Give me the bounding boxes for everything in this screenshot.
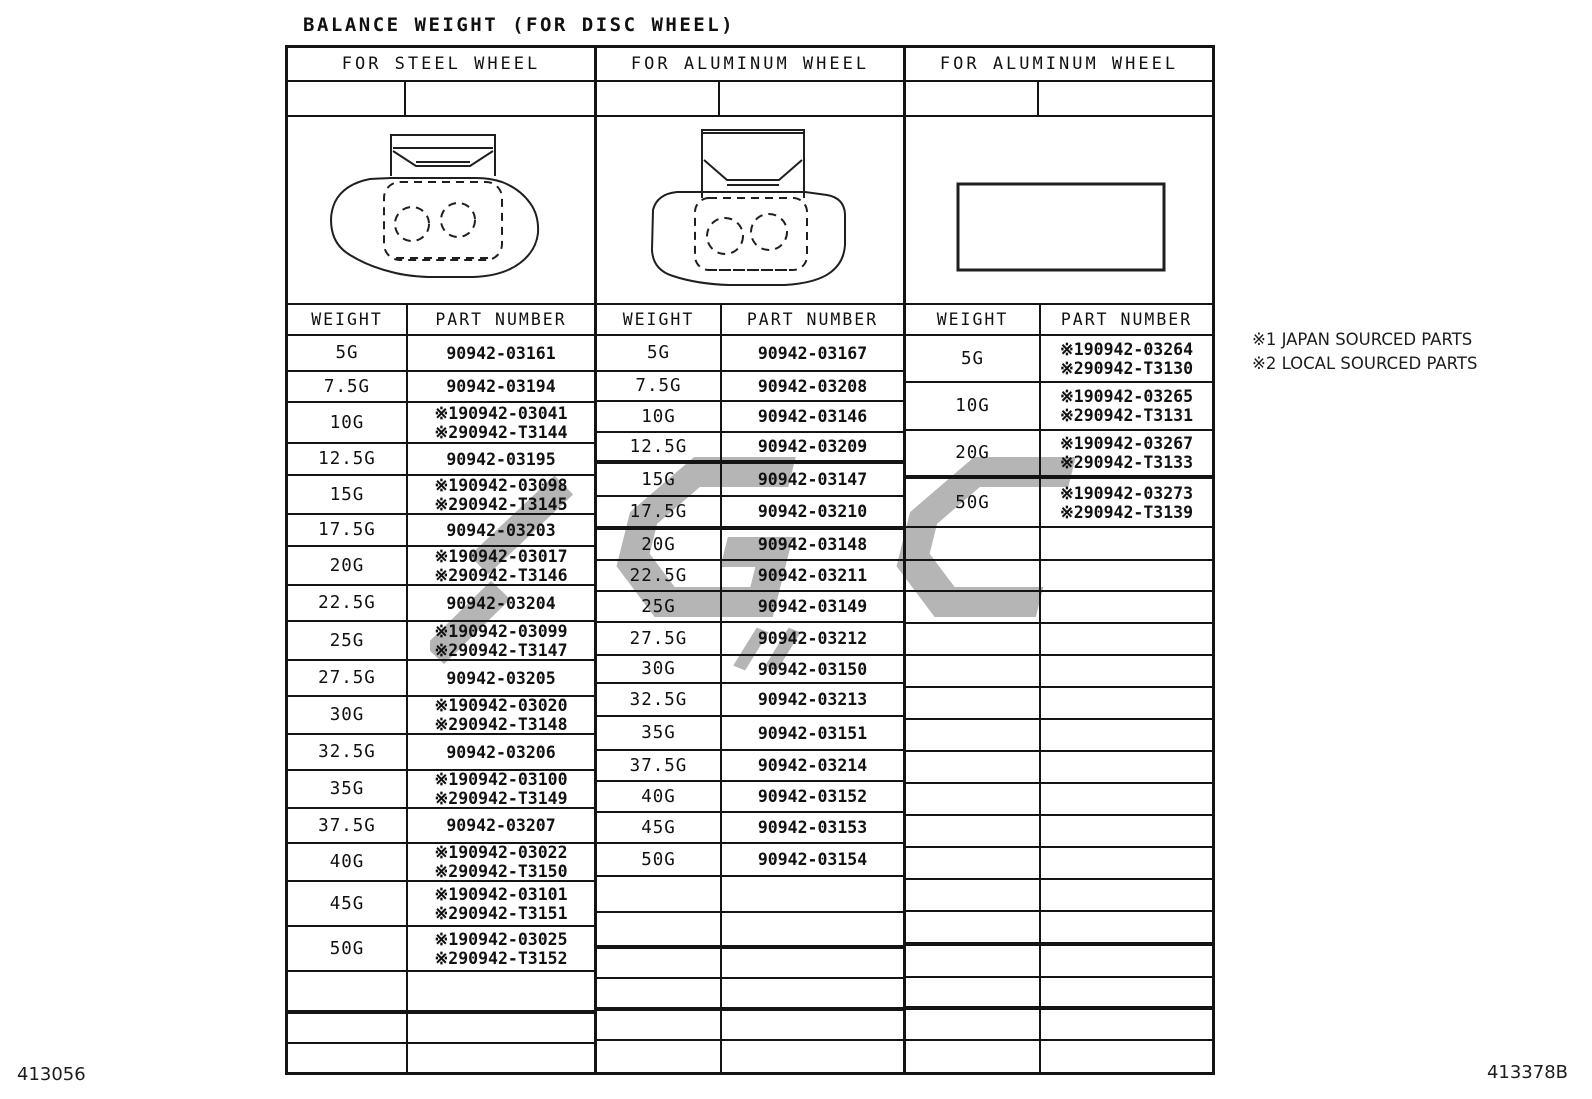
part-number-cell (720, 592, 903, 621)
weight-cell: 17.5G (318, 520, 376, 540)
part-number-cell (720, 336, 903, 370)
part-number: ※290942-T3145 (434, 494, 568, 514)
part-number: ※290942-T3133 (1059, 453, 1194, 472)
part-number-cell (1039, 848, 1212, 878)
weight-cell: 10G (955, 396, 990, 416)
part-number-cell (720, 979, 903, 1007)
part-number-column-header: PART NUMBER (406, 305, 594, 334)
part-number: ※190942-03099 (434, 621, 568, 641)
part-number: ※290942-T3150 (434, 862, 568, 881)
part-number-cell (406, 972, 594, 1010)
table-row (597, 372, 903, 402)
part-number-cell (1039, 688, 1212, 718)
part-number-cell (720, 684, 903, 715)
weight-cell: 32.5G (318, 742, 376, 762)
weight-cell (597, 877, 720, 911)
part-number-cell (720, 782, 903, 811)
part-number-cell (1039, 561, 1212, 590)
part-number-cell (406, 515, 594, 545)
part-number: 90942-03212 (757, 629, 868, 648)
weight-cell (906, 816, 1039, 846)
table-row (288, 927, 594, 972)
table-body (906, 336, 1212, 1072)
part-number-cell (720, 1041, 903, 1072)
part-number-cell (1039, 946, 1212, 976)
table-row (288, 372, 594, 403)
part-number-cell (1039, 720, 1212, 750)
part-number: 90942-03210 (757, 502, 868, 521)
weight-cell (906, 880, 1039, 910)
table-row (597, 656, 903, 684)
part-number-cell (406, 697, 594, 733)
table-row-empty (906, 528, 1212, 561)
weight-cell: 25G (329, 630, 365, 651)
part-number-cell (720, 813, 903, 842)
table-row (288, 586, 594, 622)
part-number: ※190942-03265 (1059, 387, 1194, 406)
table-row-empty (288, 1044, 594, 1072)
weight-cell: 50G (955, 492, 990, 513)
part-number: 90942-03153 (757, 818, 868, 837)
part-number-cell (406, 622, 594, 659)
part-number-cell (720, 433, 903, 460)
table-body (288, 336, 594, 1072)
table-title: FOR ALUMINUM WHEEL (597, 48, 903, 82)
weight-cell: 32.5G (629, 689, 688, 710)
part-number: 90942-03194 (446, 377, 556, 396)
part-number: ※290942-T3130 (1059, 358, 1194, 378)
part-number-cell (406, 809, 594, 842)
table-row-empty (597, 949, 903, 979)
table-row (597, 561, 903, 592)
part-number-cell (1039, 1041, 1212, 1072)
part-number-cell (1039, 479, 1212, 526)
table-row (597, 782, 903, 813)
weight-cell (597, 949, 720, 977)
weight-cell: 50G (329, 938, 365, 959)
table-row (597, 717, 903, 751)
table-row (597, 464, 903, 497)
weight-cell: 40G (329, 852, 365, 872)
weight-cell: 15G (329, 484, 365, 505)
part-number-cell (1039, 752, 1212, 782)
weight-cell: 35G (329, 779, 365, 799)
part-number-cell (1039, 656, 1212, 686)
part-number-cell (406, 771, 594, 807)
part-number: 90942-03207 (446, 816, 556, 835)
part-number: 90942-03147 (757, 470, 868, 489)
part-number-cell (720, 751, 903, 780)
weight-cell: 25G (641, 596, 676, 617)
part-number-cell (1039, 624, 1212, 654)
weight-cell: 40G (641, 786, 676, 807)
table-row (906, 431, 1212, 479)
part-number-cell (720, 717, 903, 749)
table-row (597, 751, 903, 782)
part-number: 90942-03213 (757, 690, 868, 709)
part-number-cell (406, 336, 594, 370)
weight-cell: 20G (329, 555, 365, 576)
table-aluminum-wheel-1 (594, 48, 903, 1072)
part-number: ※190942-03273 (1059, 483, 1194, 503)
table-row (288, 697, 594, 735)
figure-number-right: 413378B (1486, 1062, 1568, 1083)
part-number: 90942-03209 (757, 437, 868, 456)
part-number: ※190942-03101 (434, 884, 568, 904)
part-number: 90942-03203 (446, 520, 556, 540)
weight-cell (906, 946, 1039, 976)
table-row-empty (906, 561, 1212, 592)
part-number: ※190942-03017 (434, 546, 568, 566)
stick-on-balance-weight-drawing (906, 117, 1212, 305)
part-number: 90942-03161 (446, 343, 556, 363)
part-number-cell (1039, 383, 1212, 429)
weight-column-header: WEIGHT (936, 310, 1009, 329)
table-row-empty (906, 656, 1212, 688)
weight-cell: 7.5G (323, 376, 371, 397)
part-number: 90942-03154 (757, 850, 868, 869)
table-row-empty (906, 624, 1212, 656)
part-number-cell (1039, 912, 1212, 942)
weight-cell (906, 1041, 1039, 1072)
part-number-cell (406, 476, 594, 513)
part-number: 90942-03206 (446, 742, 556, 762)
weight-cell (906, 848, 1039, 878)
part-number: ※290942-T3149 (434, 789, 568, 808)
weight-cell: 27.5G (629, 628, 688, 649)
part-number-cell (720, 877, 903, 911)
part-number-cell (406, 1044, 594, 1072)
part-number-cell (720, 372, 903, 400)
table-row (288, 476, 594, 515)
table-row-empty (906, 912, 1212, 946)
weight-cell (906, 784, 1039, 814)
clip-on-balance-weight-drawing (288, 117, 594, 305)
weight-cell (906, 752, 1039, 782)
part-number-cell (720, 402, 903, 431)
part-number-cell (1039, 431, 1212, 475)
part-number: 90942-03146 (757, 407, 868, 426)
weight-cell: 22.5G (629, 565, 688, 586)
table-row-empty (288, 1014, 594, 1044)
table-row (597, 336, 903, 372)
part-number-cell (720, 1011, 903, 1039)
weight-cell (906, 592, 1039, 622)
table-row (288, 882, 594, 927)
part-number: ※190942-03098 (434, 475, 568, 495)
part-number: 90942-03205 (446, 668, 556, 688)
part-number: ※190942-03041 (434, 403, 568, 423)
weight-cell: 5G (646, 343, 671, 363)
part-number: ※190942-03020 (434, 696, 568, 715)
weight-cell: 37.5G (318, 815, 376, 836)
weight-cell: 15G (641, 469, 676, 490)
weight-cell: 27.5G (318, 668, 376, 688)
balance-weight-tables (285, 45, 1215, 1075)
part-number: ※290942-T3131 (1059, 406, 1194, 425)
weight-cell (288, 1044, 406, 1072)
part-number: ※290942-T3148 (434, 715, 568, 734)
weight-cell (906, 561, 1039, 590)
part-number-cell (1039, 1010, 1212, 1039)
weight-cell (906, 978, 1039, 1006)
subheader-divider (597, 82, 720, 115)
part-number-cell (406, 586, 594, 620)
table-row (288, 844, 594, 882)
table-row (288, 444, 594, 476)
table-row (288, 622, 594, 661)
part-number-cell (406, 735, 594, 769)
part-number-cell (406, 927, 594, 970)
table-row-empty (906, 1041, 1212, 1072)
part-number: ※190942-03025 (434, 929, 568, 949)
part-number-cell (720, 530, 903, 559)
table-row-empty (906, 1010, 1212, 1041)
part-number: 90942-03204 (446, 593, 556, 613)
weight-cell (906, 1010, 1039, 1039)
part-number: ※190942-03264 (1059, 339, 1194, 359)
weight-column-header: WEIGHT (311, 310, 383, 329)
part-number-cell (720, 913, 903, 945)
legend-japan-sourced: ※1 JAPAN SOURCED PARTS (1252, 330, 1473, 349)
table-row (288, 336, 594, 372)
table-header-row (288, 305, 594, 336)
weight-cell: 5G (960, 348, 985, 369)
part-number: ※190942-03267 (1059, 434, 1194, 453)
part-number-cell (406, 444, 594, 474)
part-number: 90942-03211 (757, 566, 868, 585)
part-number-cell (406, 661, 594, 695)
part-number: ※190942-03022 (434, 843, 568, 862)
weight-cell (597, 1041, 720, 1072)
clip-on-balance-weight-tall-clip-drawing (597, 117, 903, 305)
table-row (288, 547, 594, 586)
part-number: 90942-03214 (757, 756, 868, 775)
weight-cell (597, 1011, 720, 1039)
weight-cell: 5G (335, 343, 359, 363)
part-number-cell (720, 623, 903, 654)
part-number: 90942-03167 (757, 343, 868, 363)
page-title: BALANCE WEIGHT (FOR DISC WHEEL) (303, 14, 736, 36)
part-number: 90942-03195 (446, 449, 556, 469)
table-row (597, 530, 903, 561)
table-row-empty (597, 1011, 903, 1041)
part-number: 90942-03149 (757, 597, 868, 616)
table-row-empty (906, 752, 1212, 784)
table-row (597, 402, 903, 433)
part-number: ※290942-T3147 (434, 640, 568, 660)
table-row-empty (906, 720, 1212, 752)
part-number-cell (1039, 592, 1212, 622)
weight-cell (597, 979, 720, 1007)
weight-cell (906, 528, 1039, 559)
part-number-cell (720, 561, 903, 590)
table-subheader-row (906, 82, 1212, 117)
table-row (288, 771, 594, 809)
table-row-empty (906, 688, 1212, 720)
part-number-cell (406, 882, 594, 925)
weight-cell: 45G (329, 893, 365, 914)
part-number-column-header: PART NUMBER (1039, 305, 1212, 334)
weight-cell: 20G (641, 534, 676, 555)
weight-cell (906, 912, 1039, 942)
weight-cell (906, 656, 1039, 686)
table-row-empty (906, 848, 1212, 880)
weight-cell: 12.5G (318, 449, 376, 469)
part-number-cell (720, 949, 903, 977)
table-steel-wheel (288, 48, 594, 1072)
weight-cell: 10G (641, 406, 676, 427)
part-number-cell (1039, 816, 1212, 846)
weight-cell: 7.5G (635, 376, 682, 396)
part-number-cell (1039, 978, 1212, 1006)
weight-cell: 22.5G (318, 593, 376, 613)
table-row (906, 479, 1212, 528)
part-number-cell (406, 372, 594, 401)
table-row-empty (288, 972, 594, 1014)
part-number: 90942-03150 (757, 659, 868, 679)
table-subheader-row (288, 82, 594, 117)
table-row-empty (906, 946, 1212, 978)
subheader-divider (288, 82, 406, 115)
table-row (288, 661, 594, 697)
table-row (288, 515, 594, 547)
table-row (597, 684, 903, 717)
table-subheader-row (597, 82, 903, 117)
table-row-empty (906, 592, 1212, 624)
table-row (288, 735, 594, 771)
table-row-empty (906, 784, 1212, 816)
table-body (597, 336, 903, 1072)
part-number: 90942-03152 (757, 787, 868, 806)
table-header-row (906, 305, 1212, 336)
table-row-empty (597, 1041, 903, 1072)
weight-cell: 30G (641, 659, 676, 679)
table-title: FOR STEEL WHEEL (288, 48, 594, 82)
weight-cell: 30G (329, 705, 365, 725)
part-number: ※290942-T3151 (434, 903, 568, 923)
weight-cell (288, 1014, 406, 1042)
table-row (597, 433, 903, 464)
part-number-column-header: PART NUMBER (720, 305, 903, 334)
part-number-cell (406, 547, 594, 584)
part-number-cell (720, 844, 903, 875)
weight-cell: 50G (641, 849, 676, 870)
part-number-cell (406, 403, 594, 442)
sourced-parts-legend (1252, 328, 1477, 376)
part-number-cell (720, 464, 903, 495)
figure-number-left: 413056 (17, 1064, 86, 1085)
part-number: ※290942-T3144 (434, 422, 568, 442)
table-row (597, 844, 903, 877)
part-number: 90942-03208 (757, 376, 868, 396)
table-row-empty (906, 978, 1212, 1010)
part-number-cell (720, 656, 903, 682)
weight-cell: 35G (641, 723, 676, 743)
weight-cell: 20G (955, 443, 990, 463)
weight-cell: 10G (329, 412, 365, 433)
weight-cell: 37.5G (629, 755, 688, 776)
part-number: ※290942-T3152 (434, 948, 568, 968)
subheader-divider (906, 82, 1039, 115)
legend-local-sourced: ※2 LOCAL SOURCED PARTS (1252, 354, 1478, 373)
part-number: 90942-03151 (757, 723, 868, 743)
table-row-empty (906, 880, 1212, 912)
table-header-row (597, 305, 903, 336)
part-number-cell (720, 497, 903, 526)
part-number-cell (1039, 880, 1212, 910)
table-row (906, 383, 1212, 431)
table-row-empty (597, 877, 903, 913)
weight-cell (906, 720, 1039, 750)
weight-cell (906, 624, 1039, 654)
part-number-cell (1039, 528, 1212, 559)
weight-cell (906, 688, 1039, 718)
part-number: 90942-03148 (757, 535, 868, 554)
part-number-cell (406, 844, 594, 880)
table-row (597, 592, 903, 623)
weight-cell (597, 913, 720, 945)
table-title: FOR ALUMINUM WHEEL (906, 48, 1212, 82)
part-number-cell (1039, 784, 1212, 814)
table-row (597, 813, 903, 844)
part-number: ※290942-T3146 (434, 565, 568, 585)
table-row (288, 403, 594, 444)
table-row-empty (906, 816, 1212, 848)
part-number: ※290942-T3139 (1059, 502, 1194, 522)
part-number-cell (1039, 336, 1212, 381)
weight-column-header: WEIGHT (622, 310, 695, 329)
table-row (597, 497, 903, 530)
part-number: ※190942-03100 (434, 770, 568, 789)
table-row-empty (597, 913, 903, 949)
table-row (288, 809, 594, 844)
table-row (597, 623, 903, 656)
table-row-empty (597, 979, 903, 1011)
table-aluminum-wheel-2 (903, 48, 1212, 1072)
weight-cell (288, 972, 406, 1010)
weight-cell: 12.5G (629, 436, 688, 457)
weight-cell: 17.5G (629, 501, 688, 522)
part-number-cell (406, 1014, 594, 1042)
table-row (906, 336, 1212, 383)
weight-cell: 45G (641, 817, 676, 838)
